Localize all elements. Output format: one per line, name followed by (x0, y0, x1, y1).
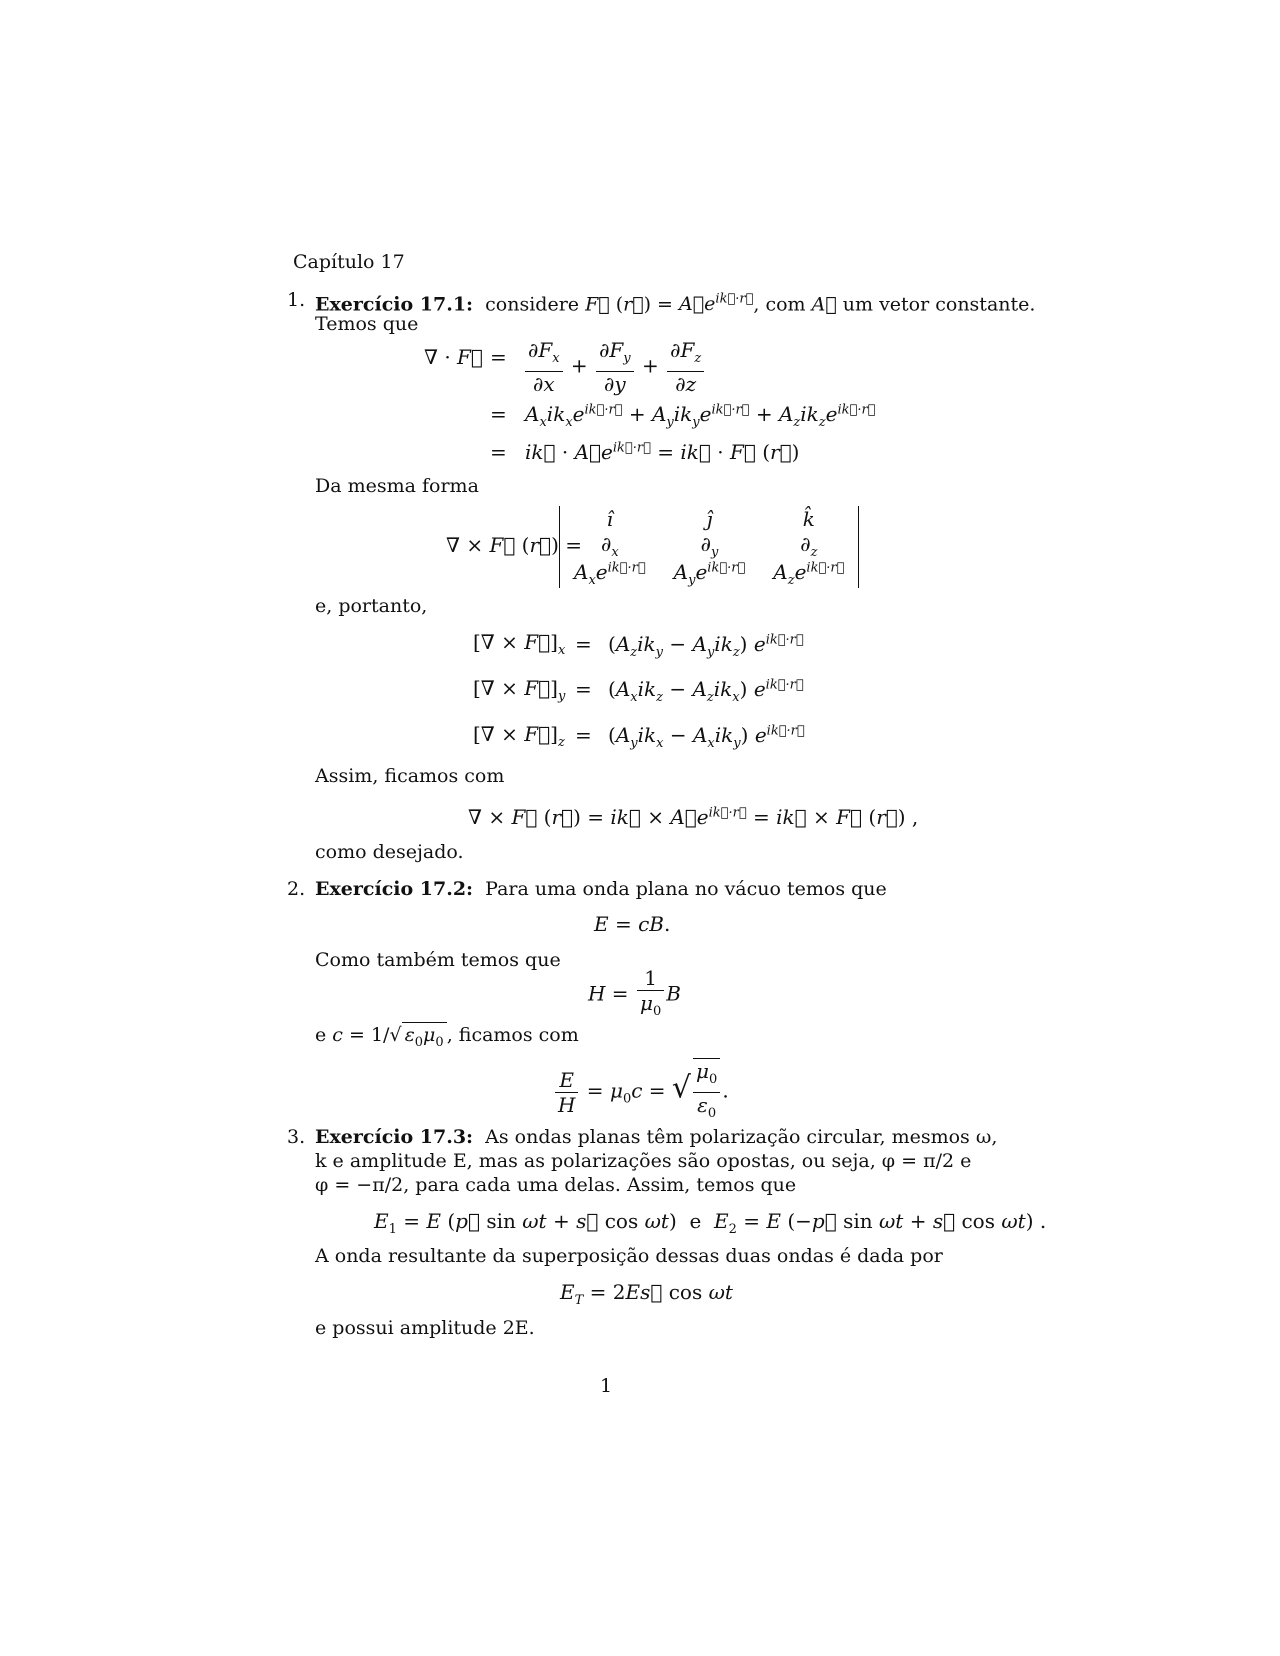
curl-x-lhs: [∇ × $F⃗]_x$ (473, 630, 566, 658)
exercise-text: Para uma onda plana no vácuo temos que (485, 878, 887, 900)
exercise-title: Exercício 17.3: (315, 1126, 474, 1148)
text-onda-resultante: A onda resultante da superposição dessas duas ondas é dada por (315, 1245, 943, 1267)
curl-y-rhs: $(A_xik_z - A_zik_x)$ $e^{ik⃗\cdot r⃗}$ (608, 677, 804, 705)
eq-sign: = (575, 677, 592, 701)
div-rhs-1: $\frac{\partial F_x}{\partial x}$ + $\frac{\partial F_y}{\partial y}$ + $\frac{\partial F_z}{\partial z}$ (523, 338, 706, 396)
exercise-1-intro (315, 288, 1035, 316)
curl-result: ∇ × F⃗ (r⃗) = ik⃗ × $A⃗e^{ik⃗\cdot r⃗}$ = ik⃗ × F⃗ (r⃗) , (468, 805, 919, 829)
text-portanto: e, portanto, (315, 595, 428, 617)
exercise-text: As ondas planas têm polarização circular, mesmos ω, (485, 1126, 998, 1148)
item-number: 3. (287, 1126, 306, 1148)
eq-sign: = (490, 345, 507, 369)
eq-e-over-h: $\frac{E}{H}$ = $\mu_0c$ = √ $\frac{\mu_0}{\varepsilon_0}$ . (553, 1058, 729, 1126)
curl-z-lhs: [∇ × $F⃗]_z$ (473, 722, 565, 750)
text-e-c: e c = 1/√ $\varepsilon_0\mu_0$ , ficamos com (315, 1022, 579, 1055)
exercise-title: Exercício 17.1: (315, 293, 474, 316)
item-number: 1. (287, 289, 306, 311)
div-rhs-3: ik⃗ · $A⃗e^{ik⃗\cdot r⃗}$ = ik⃗ · F⃗ (r⃗) (525, 440, 800, 464)
page-number: 1 (600, 1375, 613, 1397)
text-assim: Assim, ficamos com (315, 765, 505, 787)
exercise-3-line2: k e amplitude E, mas as polarizações são opostas, ou seja, φ = π/2 e (315, 1150, 972, 1172)
eq-sign: = (490, 402, 507, 426)
text-temos-que: Temos que (315, 313, 419, 335)
div-lhs: ∇ · F⃗ (424, 345, 483, 369)
exercise-text: considere F⃗ (r⃗) = $A⃗e^{ik⃗\cdot r⃗}$, com A⃗ um vetor constante. (479, 292, 1036, 316)
eq-sign: = (575, 632, 592, 656)
exercise-3-line1 (315, 1125, 997, 1149)
curl-lhs: ∇ × F⃗ (r⃗) = (446, 533, 582, 557)
exercise-3-line3: φ = −π/2, para cada uma delas. Assim, temos que (315, 1174, 797, 1196)
eq-h: H = $\frac{1}{\mu_0}$ B (588, 966, 681, 1019)
text-como-desejado: como desejado. (315, 841, 464, 863)
curl-determinant: î ĵ k̂ $\partial_x$ $\partial_y$ $\partial_z$ $A_xe^{ik⃗\cdot r⃗}$ $A_ye^{ik⃗\cdot r⃗}$ $A_ze^{ik⃗\cdot r⃗}$ (559, 506, 859, 588)
div-rhs-2: $A_xik_xe^{ik⃗\cdot r⃗} + A_yik_ye^{ik⃗\cdot r⃗} + A_zik_ze^{ik⃗\cdot r⃗}$ (525, 402, 876, 430)
curl-y-lhs: [∇ × $F⃗]_y$ (473, 676, 566, 704)
exercise-2-intro (315, 877, 887, 901)
eq-e-cb: E = cB. (594, 912, 671, 936)
eq-e1-e2: $E_1 = E$ (p⃗ sin ωt + s⃗ cos ωt) e $E_2 = E$ (−p⃗ sin ωt + s⃗ cos ωt) . (374, 1209, 1047, 1237)
eq-sign: = (490, 440, 507, 464)
eq-sign: = (575, 723, 592, 747)
eq-et: $E_T$ = 2Es⃗ cos ωt (560, 1280, 733, 1308)
chapter-heading: Capítulo 17 (293, 251, 405, 273)
curl-z-rhs: $(A_yik_x - A_xik_y)$ $e^{ik⃗\cdot r⃗}$ (608, 723, 805, 751)
text-como-tambem: Como também temos que (315, 949, 561, 971)
exercise-title: Exercício 17.2: (315, 878, 474, 900)
item-number: 2. (287, 878, 306, 900)
text-possui: e possui amplitude 2E. (315, 1317, 535, 1339)
text-da-mesma-forma: Da mesma forma (315, 475, 479, 497)
curl-x-rhs: $(A_zik_y - A_yik_z)$ $e^{ik⃗\cdot r⃗}$ (608, 632, 804, 660)
